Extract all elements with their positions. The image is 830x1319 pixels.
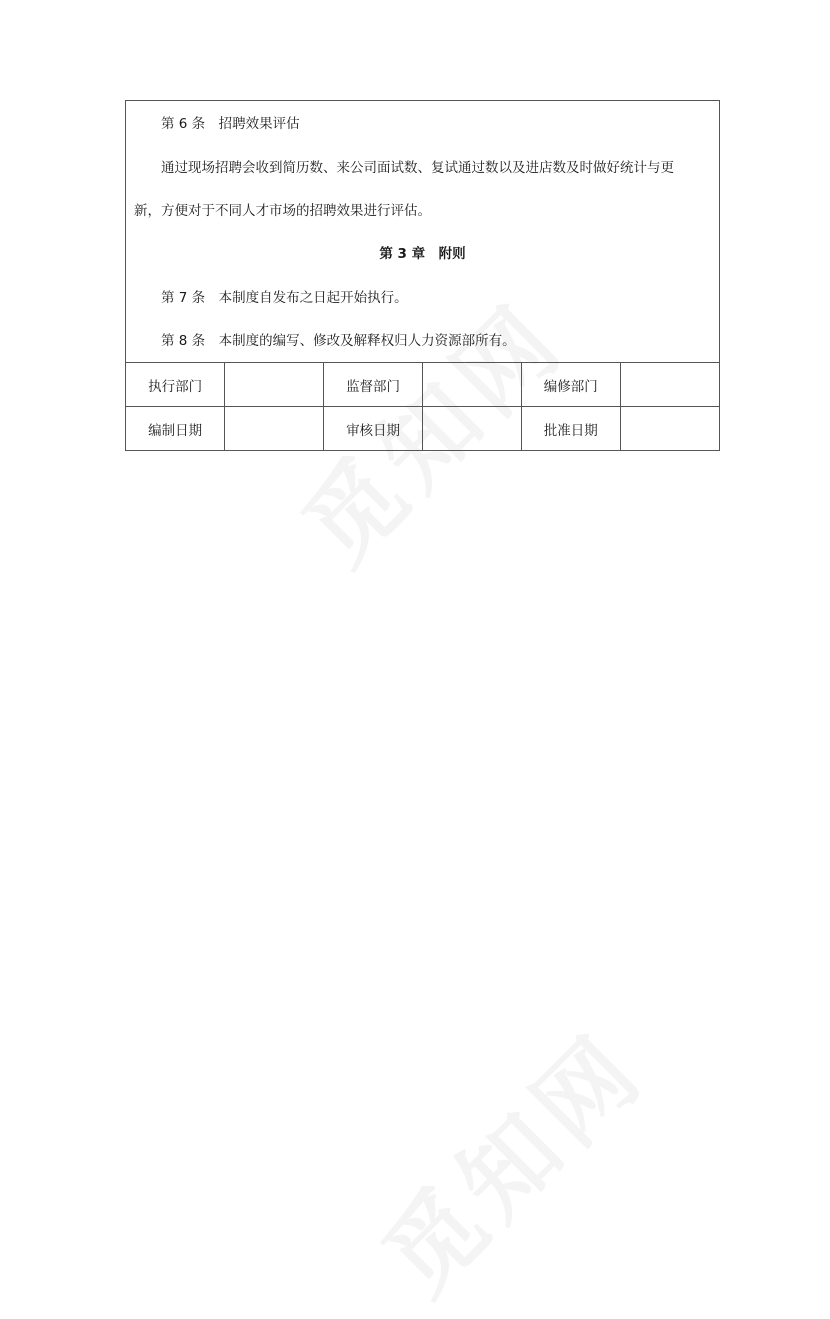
- document-frame: [125, 100, 720, 451]
- article-6-heading: 第 6 条 招聘效果评估: [161, 116, 300, 132]
- chapter-3-title: 第 3 章 附则: [379, 246, 466, 262]
- label-cell-supervising-dept: 监督部门: [324, 363, 423, 407]
- signoff-table: [126, 363, 719, 450]
- label-cell-review-date: 审核日期: [324, 407, 423, 451]
- value-cell-executing-dept: [225, 363, 324, 407]
- value-cell-compile-date: [225, 407, 324, 451]
- article-6-text-line-1: 通过现场招聘会收到简历数、来公司面试数、复试通过数以及进店数及时做好统计与更: [161, 160, 674, 176]
- value-cell-editing-dept: [620, 363, 719, 407]
- article-6-text-line-2: 新，方便对于不同人才市场的招聘效果进行评估。: [134, 203, 431, 219]
- value-cell-approve-date: [620, 407, 719, 451]
- label-cell-approve-date: 批准日期: [521, 407, 620, 451]
- label-cell-compile-date: 编制日期: [126, 407, 225, 451]
- article-7: 第 7 条 本制度自发布之日起开始执行。: [161, 290, 408, 306]
- label-cell-executing-dept: 执行部门: [126, 363, 225, 407]
- table-row: [126, 407, 719, 451]
- label-cell-editing-dept: 编修部门: [521, 363, 620, 407]
- value-cell-supervising-dept: [422, 363, 521, 407]
- document-body: [126, 101, 719, 363]
- value-cell-review-date: [422, 407, 521, 451]
- table-row: [126, 363, 719, 407]
- watermark: [348, 998, 670, 1319]
- article-8: 第 8 条 本制度的编写、修改及解释权归人力资源部所有。: [161, 333, 516, 349]
